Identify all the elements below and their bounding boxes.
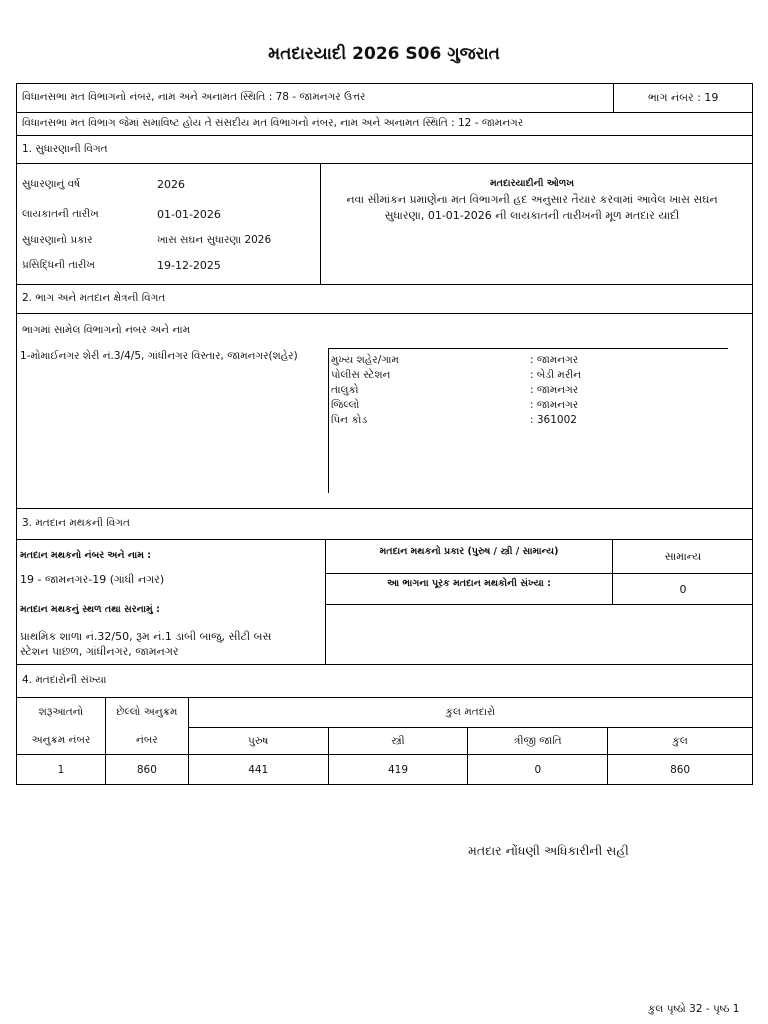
qualifying-date-value: 01-01-2026 <box>157 208 221 221</box>
assembly-label: વિધાનસભા મત વિભાગનો નંબર, નામ અને અનામત સ્થિતિ : 78 - જામનગર ઉત્તર <box>22 91 366 103</box>
identity-heading: મતદારયાદીની ઓળખ <box>489 178 575 189</box>
revision-year-value: 2026 <box>157 178 185 191</box>
parliament-label: વિધાનસભા મત વિભાગ જેમાં સમાવિષ્ટ હોય તે સંસદીય મત વિભાગનો નંબર, નામ અને અનામત સ્થિતિ : 12 - જામનગર <box>22 117 524 129</box>
publication-date-label: પ્રસિદ્ધિની તારીખ <box>22 259 95 271</box>
identity-text-line2: સુધારણા, 01-01-2026 ની લાયકાતની તારીખની મૂળ મતદાર યાદી <box>384 209 680 222</box>
male-value: 441 <box>188 755 328 785</box>
section2-subheading: ભાગમાં સામેલ વિભાગનો નંબર અને નામ <box>22 324 191 336</box>
section3-heading: 3. મતદાન મથકની વિગત <box>22 517 130 529</box>
female-header: સ્ત્રી <box>328 728 468 755</box>
pincode-label: પિન કોડ <box>331 414 368 426</box>
part-number: ભાગ નંબર : 19 <box>648 91 719 104</box>
third-gender-value: 0 <box>468 755 608 785</box>
station-type-label: મતદાન મથકનો પ્રકાર (પુરુષ / સ્ત્રી / સામાન્ય) <box>379 546 559 557</box>
section4-heading: 4. મતદારોની સંખ્યા <box>22 674 107 686</box>
revision-type-value: ખાસ સઘન સુધારણા 2026 <box>157 234 272 246</box>
document-title: મતદારયાદી 2026 S06 ગુજરાત <box>268 44 500 64</box>
signature-label: મતદાર નોંધણી અધિકારીની સહી <box>468 843 629 858</box>
details-top-line <box>328 348 728 349</box>
aux-stations-label: આ ભાગના પૂરક મતદાન મથકોની સંખ્યા : <box>387 578 551 589</box>
section4-heading-row <box>16 664 753 698</box>
identity-text-line1: નવા સીમાંકન પ્રમાણેના મત વિભાગની હદ અનુસાર તૈયાર કરવામાં આવેલ ખાસ સઘન <box>346 193 718 206</box>
district-value: : જામનગર <box>530 399 579 411</box>
start-serial-value: 1 <box>17 755 106 785</box>
address-line1: પ્રાથમિક શાળા નં.32/50, રૂમ નં.1 ડાબી બાજુ, સીટી બસ <box>20 630 272 643</box>
col-end-header-2: નંબર <box>105 728 188 755</box>
station-type-value: સામાન્ય <box>664 550 702 563</box>
aux-stations-value: 0 <box>679 583 687 596</box>
address-line2: સ્ટેશન પાછળ, ગાંધીનગર, જામનગર <box>20 645 179 658</box>
police-station-value: : બેડી મરીન <box>530 369 582 381</box>
publication-date-value: 19-12-2025 <box>157 259 221 272</box>
voters-count-table <box>16 697 753 785</box>
male-header: પુરુષ <box>188 728 328 755</box>
city-value: : જામનગર <box>530 354 579 366</box>
taluka-value: : જામનગર <box>530 384 579 396</box>
total-header: કુલ <box>608 728 753 755</box>
col-start-header-1: શરૂઆતનો <box>17 698 106 728</box>
section1-heading-row <box>16 135 753 164</box>
area-name: 1-મોમાઈનગર શેરી નં.3/4/5, ગાંધીનગર વિસ્તાર, જામનગર(શહેર) <box>20 350 298 362</box>
qualifying-date-label: લાયકાતની તારીખ <box>22 208 99 220</box>
police-station-label: પોલીસ સ્ટેશન <box>331 369 391 381</box>
station-label: મતદાન મથકનો નંબર અને નામ : <box>20 550 152 561</box>
district-label: જિલ્લો <box>331 399 360 411</box>
end-serial-value: 860 <box>105 755 188 785</box>
revision-year-label: સુધારણાનું વર્ષ <box>22 178 81 190</box>
address-label: મતદાન મથકનું સ્થળ તથા સરનામું : <box>20 604 160 615</box>
total-voters-header: કુલ મતદારો <box>188 698 752 728</box>
details-left-line <box>328 348 329 493</box>
col-start-header-2: અનુક્રમ નંબર <box>17 728 106 755</box>
total-value: 860 <box>608 755 753 785</box>
section2-heading: 2. ભાગ અને મતદાન ક્ષેત્રની વિગત <box>22 292 166 304</box>
taluka-label: તાલુકો <box>331 384 359 396</box>
page-footer: કુલ પૃષ્ઠો 32 - પૃષ્ઠ 1 <box>648 1003 740 1015</box>
station-value: 19 - જામનગર-19 (ગાંધી નગર) <box>20 573 165 586</box>
section2-body <box>16 313 753 509</box>
city-label: મુખ્ય શહેર/ગામ <box>331 354 399 366</box>
revision-type-label: સુધારણાનો પ્રકાર <box>22 234 93 246</box>
pincode-value: : 361002 <box>530 414 577 426</box>
third-gender-header: ત્રીજી જાતિ <box>468 728 608 755</box>
female-value: 419 <box>328 755 468 785</box>
col-end-header-1: છેલ્લો અનુક્રમ <box>105 698 188 728</box>
section1-heading: 1. સુધારણાની વિગત <box>22 143 108 155</box>
